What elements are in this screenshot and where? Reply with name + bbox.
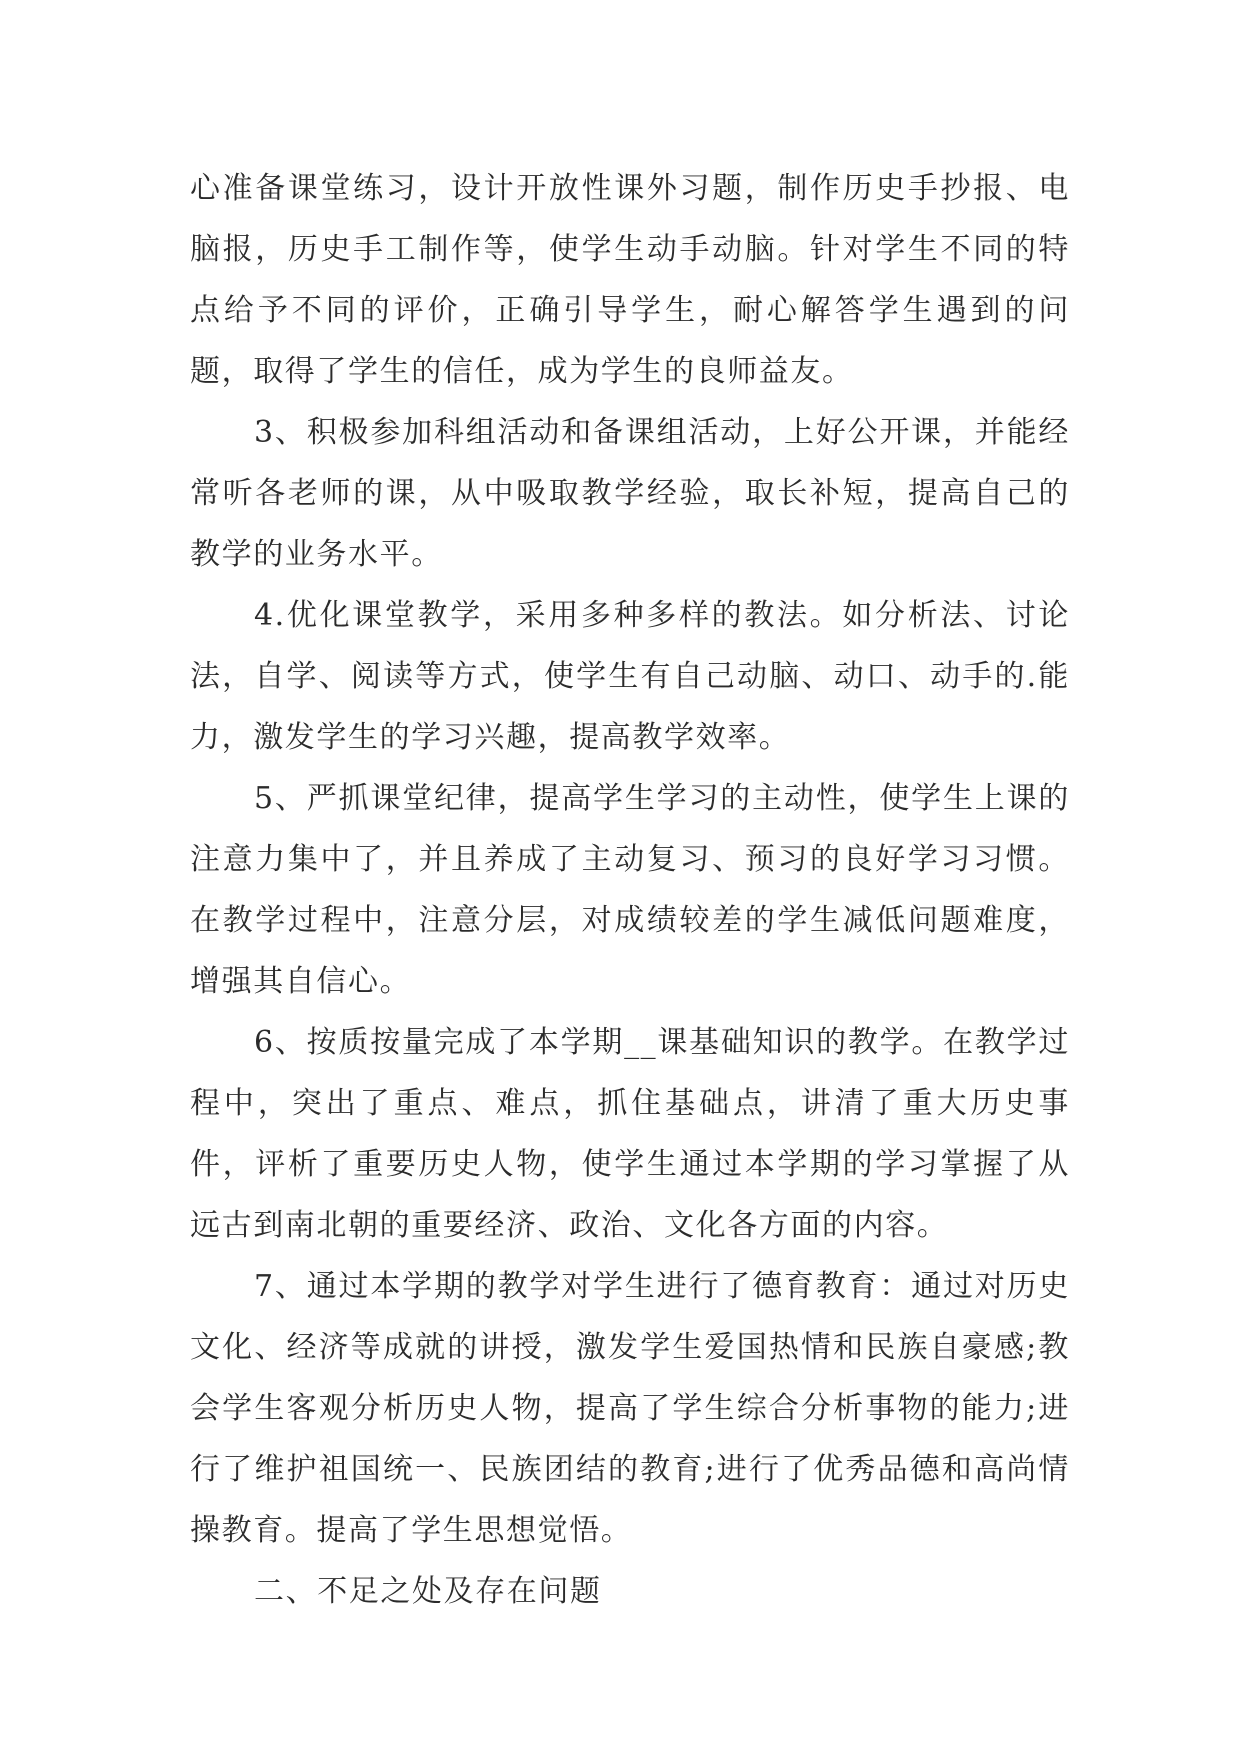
paragraph-continued: 心准备课堂练习，设计开放性课外习题，制作历史手抄报、电脑报，历史手工制作等，使学生动手动脑。针对学生不同的特点给予不同的评价，正确引导学生，耐心解答学生遇到的问题，取得了学生的信任，成为学生的良师益友。 [190, 171, 1070, 389]
paragraph-item-4: 4.优化课堂教学，采用多种多样的教法。如分析法、讨论法，自学、阅读等方式，使学生有自己动脑、动口、动手的.能力，激发学生的学习兴趣，提高教学效率。 [190, 598, 1070, 755]
document-body [190, 158, 1070, 1622]
paragraph-item-6: 6、按质按量完成了本学期__课基础知识的教学。在教学过程中，突出了重点、难点，抓住基础点，讲清了重大历史事件，评析了重要历史人物，使学生通过本学期的学习掌握了从远古到南北朝的重要经济、政治、文化各方面的内容。 [190, 1025, 1070, 1243]
section-heading: 二、不足之处及存在问题 [254, 1574, 602, 1609]
paragraph-item-3: 3、积极参加科组活动和备课组活动，上好公开课，并能经常听各老师的课，从中吸取教学经验，取长补短，提高自己的教学的业务水平。 [190, 415, 1070, 572]
paragraph-item-7: 7、通过本学期的教学对学生进行了德育教育：通过对历史文化、经济等成就的讲授，激发学生爱国热情和民族自豪感;教会学生客观分析历史人物，提高了学生综合分析事物的能力;进行了维护祖国统一、民族团结的教育;进行了优秀品德和高尚情操教育。提高了学生思想觉悟。 [190, 1269, 1070, 1548]
paragraph-item-5: 5、严抓课堂纪律，提高学生学习的主动性，使学生上课的注意力集中了，并且养成了主动复习、预习的良好学习习惯。在教学过程中，注意分层，对成绩较差的学生减低问题难度，增强其自信心。 [190, 781, 1070, 999]
